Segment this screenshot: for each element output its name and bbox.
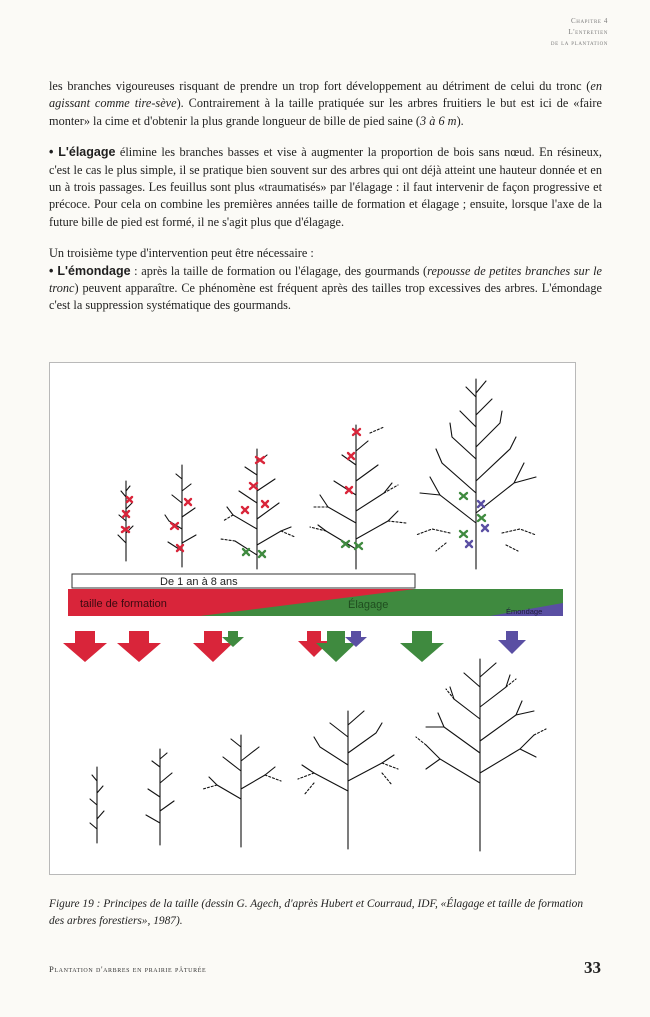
bottom-tree-3 (203, 735, 281, 847)
arrow-elagage-2 (400, 631, 444, 662)
arrow-formation-2 (117, 631, 161, 662)
paragraph-3: Un troisième type d'intervention peut être nécessaire : (49, 246, 314, 261)
period-box (72, 574, 415, 588)
p1-italic-b: en agissant comme tire-sève (49, 79, 602, 111)
top-tree-5 (416, 379, 536, 569)
p1-text-a: les branches vigoureuses risquant de prendre un trop fort développement au détriment de celui du tronc ( (49, 79, 591, 93)
figure-19 (49, 362, 576, 875)
arrow-formation-3 (193, 631, 233, 662)
paragraph-emondage (49, 263, 602, 315)
body-text (49, 78, 602, 329)
p4-italic-b: repousse de petites branches sur le tronc (49, 263, 602, 296)
p4-text-c: ) peuvent apparaître. Ce phénomène est fréquent après des tailles trop excessives des arbres. L'émondage c'est la suppression systématique des gourmands. (49, 281, 602, 313)
band-emondage-label: Émondage (506, 607, 543, 616)
footer-title: Plantation d'arbres en prairie pâturée (49, 964, 207, 974)
top-tree-2 (165, 465, 196, 567)
intervention-arrows (63, 631, 526, 662)
chapter-title-line2: de la plantation (550, 39, 608, 47)
caption-label: Figure 19 (49, 898, 94, 910)
chapter-header (551, 16, 608, 49)
page-number: 33 (584, 958, 601, 977)
p1-text-c: ). Contrairement à la taille pratiquée sur les arbres fruitiers le but est ici de «faire monter» la cime et d'obtenir la plus grande longueur de bille de pied saine ( (49, 96, 602, 128)
term-elagage: • L'élagage (49, 145, 116, 160)
period-label: De 1 an à 8 ans (160, 576, 238, 588)
bottom-tree-4 (298, 711, 398, 849)
p1-italic-d: 3 à 6 m (420, 113, 457, 128)
band-formation-label: taille de formation (80, 598, 167, 610)
top-trees (118, 379, 536, 569)
paragraph-elagage (49, 144, 602, 231)
chapter-number: Chapitre 4 (570, 17, 608, 25)
caption-text: : Principes de la taille (dessin G. Agech, d'après Hubert et Courraud, IDF, «Élagage et taille de formation des arbres forestiers», 1987). (49, 898, 584, 927)
p2-text: élimine les branches basses et vise à augmenter la proportion de bois sans nœud. En résineux, c'est le cas le plus simple, il se pratique bien souvent sur des arbres qui ont déjà atteint une hauteur donnée et en un à trois passages. Les feuillus sont plus «traumatisés» par l'élagage : il faut intervenir de façon progressive et précoce. Pour cela on combine les premières années taille de formation et élagage ; ensuite, lorsque l'axe de la future bille de pied est formé, il ne s'agit plus que d'élagage. (49, 145, 602, 229)
timeline (68, 574, 563, 616)
arrow-emondage (498, 631, 526, 654)
paragraph-1 (49, 78, 602, 130)
band-elagage-label: Élagage (348, 599, 389, 611)
p1-text-e: ). (456, 113, 464, 128)
bottom-tree-1 (90, 767, 104, 843)
p4-text-a: : après la taille de formation ou l'élagage, des gourmands ( (130, 263, 428, 278)
bottom-tree-2 (146, 749, 174, 845)
pruning-diagram (50, 363, 575, 874)
term-emondage: • L'émondage (49, 263, 131, 278)
arrow-formation-1 (63, 631, 107, 662)
bottom-tree-5 (416, 659, 546, 851)
arrow-elagage-1 (316, 631, 356, 662)
bottom-trees (90, 659, 546, 851)
pruning-marks (122, 429, 488, 557)
chapter-title-line1: L'entretien (568, 28, 608, 36)
top-tree-1 (118, 481, 133, 561)
figure-caption (49, 896, 589, 930)
